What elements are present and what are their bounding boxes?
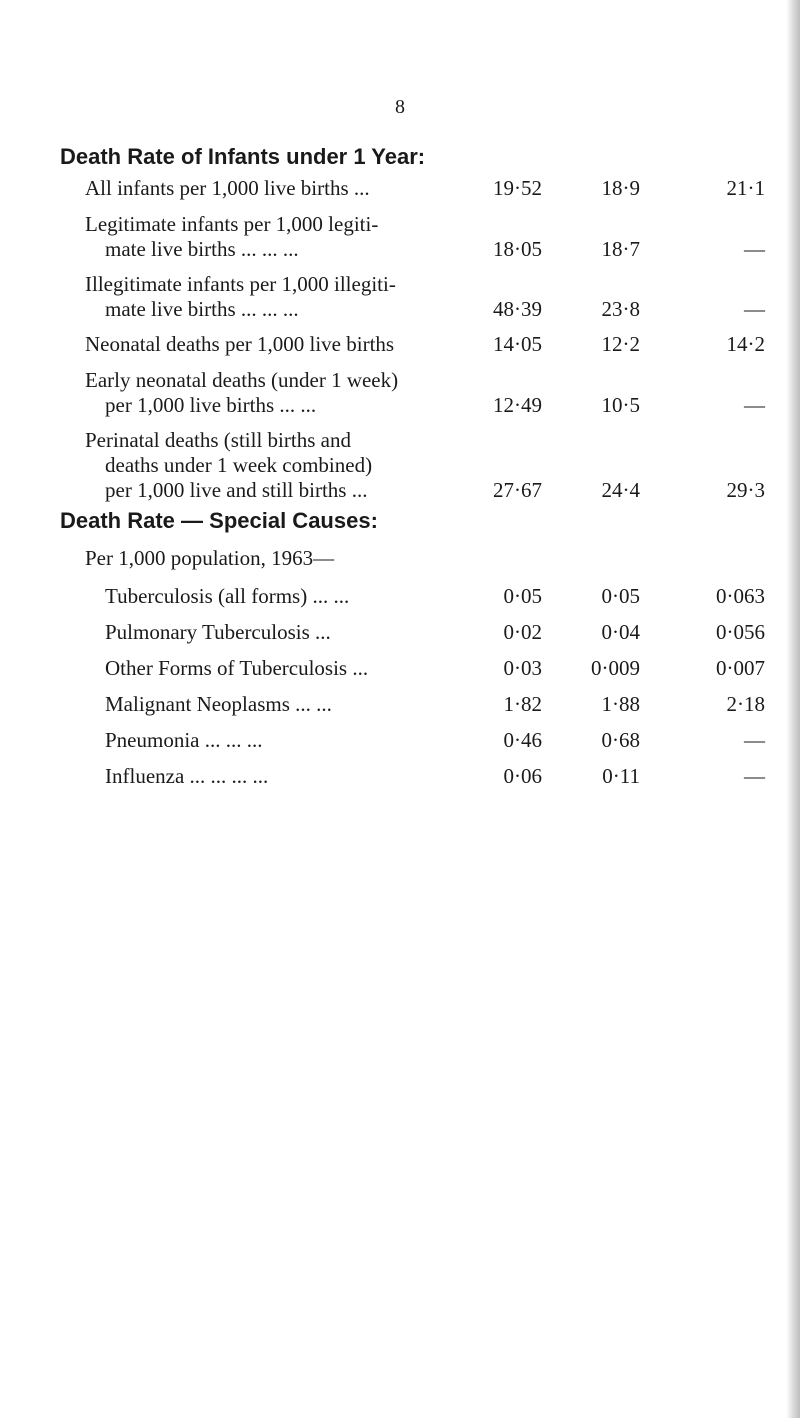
- value-cell: 0·05: [601, 584, 640, 608]
- row-label: mate live births ... ... ...: [105, 297, 299, 321]
- value-cell: 0·02: [503, 620, 542, 644]
- row-label: per 1,000 live births ... ...: [105, 393, 317, 417]
- value-cell: 0·46: [503, 728, 542, 752]
- value-cell: 0·03: [503, 656, 542, 680]
- row-label: Neonatal deaths per 1,000 live births: [85, 332, 395, 356]
- value-cell: 19·52: [493, 176, 542, 200]
- row-label: Perinatal deaths (still births and: [85, 428, 351, 452]
- row-label: Pulmonary Tuberculosis ...: [105, 620, 331, 644]
- row-label: Tuberculosis (all forms) ... ...: [105, 584, 350, 608]
- row-label: deaths under 1 week combined): [105, 453, 373, 477]
- value-cell: 12·49: [493, 393, 542, 417]
- row-label: Pneumonia ... ... ...: [105, 728, 263, 752]
- value-cell: 27·67: [493, 478, 542, 502]
- row-label: Influenza ... ... ... ...: [105, 764, 269, 788]
- value-cell: 12·2: [601, 332, 640, 356]
- value-cell: 0·007: [716, 656, 765, 680]
- row-label: All infants per 1,000 live births ...: [85, 176, 370, 200]
- page-number: 8: [395, 96, 405, 118]
- value-cell: 1·82: [503, 692, 542, 716]
- value-cell: 14·05: [493, 332, 542, 356]
- value-cell: 0·009: [591, 656, 640, 680]
- value-cell: 10·5: [601, 393, 640, 417]
- page-edge-shadow: [786, 0, 800, 1418]
- value-cell: 0·04: [601, 620, 640, 644]
- value-cell: 23·8: [601, 297, 640, 321]
- value-cell: 0·11: [602, 764, 640, 788]
- value-cell: 0·063: [716, 584, 765, 608]
- value-cell: 14·2: [726, 332, 765, 356]
- value-cell: —: [744, 297, 765, 321]
- value-cell: 2·18: [726, 692, 765, 716]
- row-label: Early neonatal deaths (under 1 week): [85, 368, 399, 392]
- row-label: Illegitimate infants per 1,000 illegiti-: [85, 272, 396, 296]
- value-cell: 0·05: [503, 584, 542, 608]
- row-label: mate live births ... ... ...: [105, 237, 299, 261]
- value-cell: 0·056: [716, 620, 765, 644]
- value-cell: 1·88: [601, 692, 640, 716]
- value-cell: 29·3: [726, 478, 765, 502]
- value-cell: 18·7: [601, 237, 640, 261]
- row-label: Legitimate infants per 1,000 legiti-: [85, 212, 379, 236]
- value-cell: —: [744, 728, 765, 752]
- value-cell: 21·1: [726, 176, 765, 200]
- infant-death-rate-heading: Death Rate of Infants under 1 Year:: [60, 144, 426, 169]
- value-cell: 18·05: [493, 237, 542, 261]
- population-subheading: Per 1,000 population, 1963—: [85, 546, 335, 570]
- row-label: Malignant Neoplasms ... ...: [105, 692, 332, 716]
- value-cell: 48·39: [493, 297, 542, 321]
- value-cell: —: [744, 237, 765, 261]
- value-cell: —: [744, 393, 765, 417]
- value-cell: 18·9: [601, 176, 640, 200]
- value-cell: 24·4: [601, 478, 640, 502]
- special-causes-heading: Death Rate — Special Causes:: [60, 508, 378, 533]
- value-cell: —: [744, 764, 765, 788]
- row-label: per 1,000 live and still births ...: [105, 478, 368, 502]
- value-cell: 0·68: [601, 728, 640, 752]
- row-label: Other Forms of Tuberculosis ...: [105, 656, 369, 680]
- value-cell: 0·06: [503, 764, 542, 788]
